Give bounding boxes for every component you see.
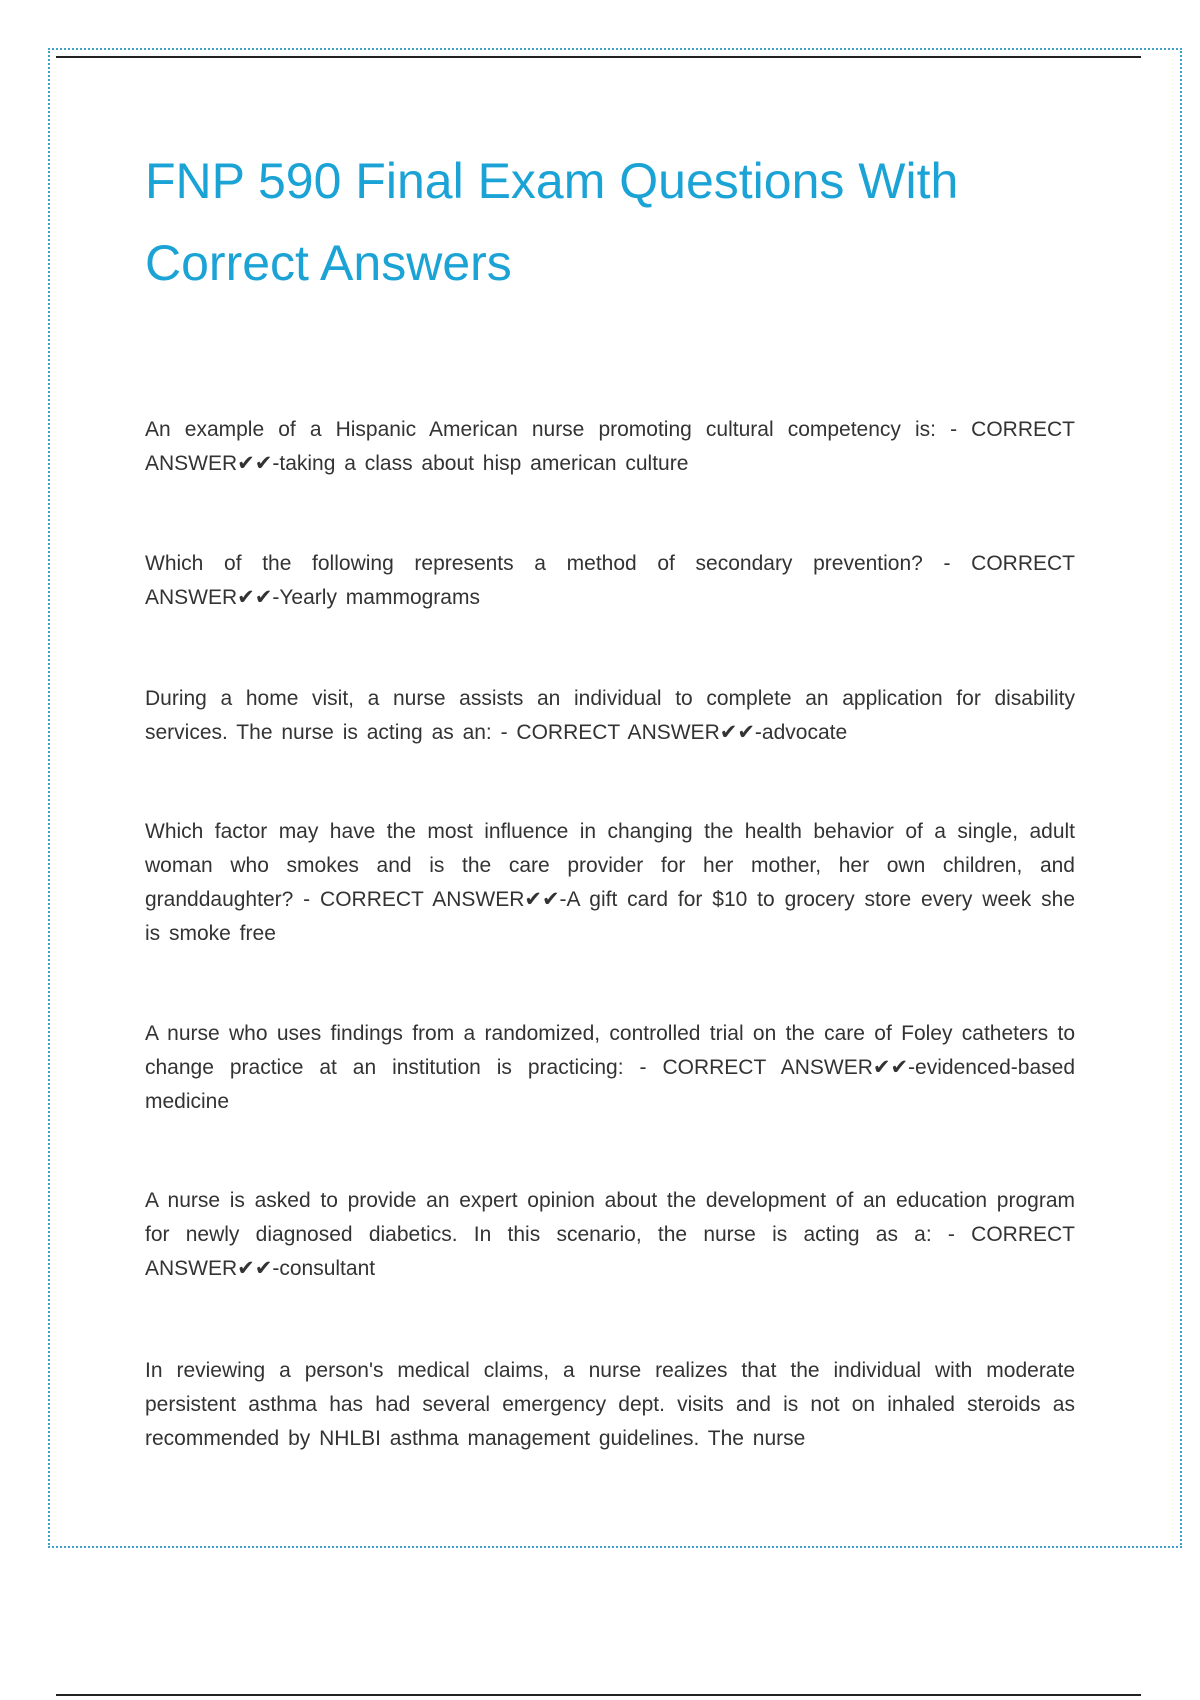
question-answer-item: In reviewing a person's medical claims, a nurse realizes that the individual with moderate persistent asthma has had several emergency dept. visits and is not on inhaled steroids as recommended by NHLBI asthma management guidelines. The nurse (145, 1359, 1075, 1450)
question-answer-item: During a home visit, a nurse assists an individual to complete an application for disability services. The nurse is acting as an: - CORRECT ANSWER✔✔-advocate (145, 687, 1075, 744)
question-answer-item: Which factor may have the most influence in changing the health behavior of a single, adult woman who smokes and is the care provider for her mother, her own children, and granddaughter? - CORRECT ANSWER✔✔-A gift card for $10 to grocery store every week she is smoke free (145, 820, 1075, 945)
question-answer-item: An example of a Hispanic American nurse promoting cultural competency is: - CORRECT ANSWER✔✔-taking a class about hisp american culture (145, 418, 1075, 475)
question-answer-item: A nurse is asked to provide an expert opinion about the development of an education program for newly diagnosed diabetics. In this scenario, the nurse is acting as a: - CORRECT ANSWER✔✔-consultant (145, 1189, 1075, 1280)
question-answer-item: Which of the following represents a method of secondary prevention? - CORRECT ANSWER✔✔-Yearly mammograms (145, 552, 1075, 609)
document-title: FNP 590 Final Exam Questions With Correct Answers (145, 153, 959, 291)
footer-rule (56, 1694, 1141, 1696)
header-rule (56, 56, 1141, 58)
question-answer-item: A nurse who uses findings from a randomized, controlled trial on the care of Foley catheters to change practice at an institution is practicing: - CORRECT ANSWER✔✔-evidenced-based medicine (145, 1022, 1075, 1113)
